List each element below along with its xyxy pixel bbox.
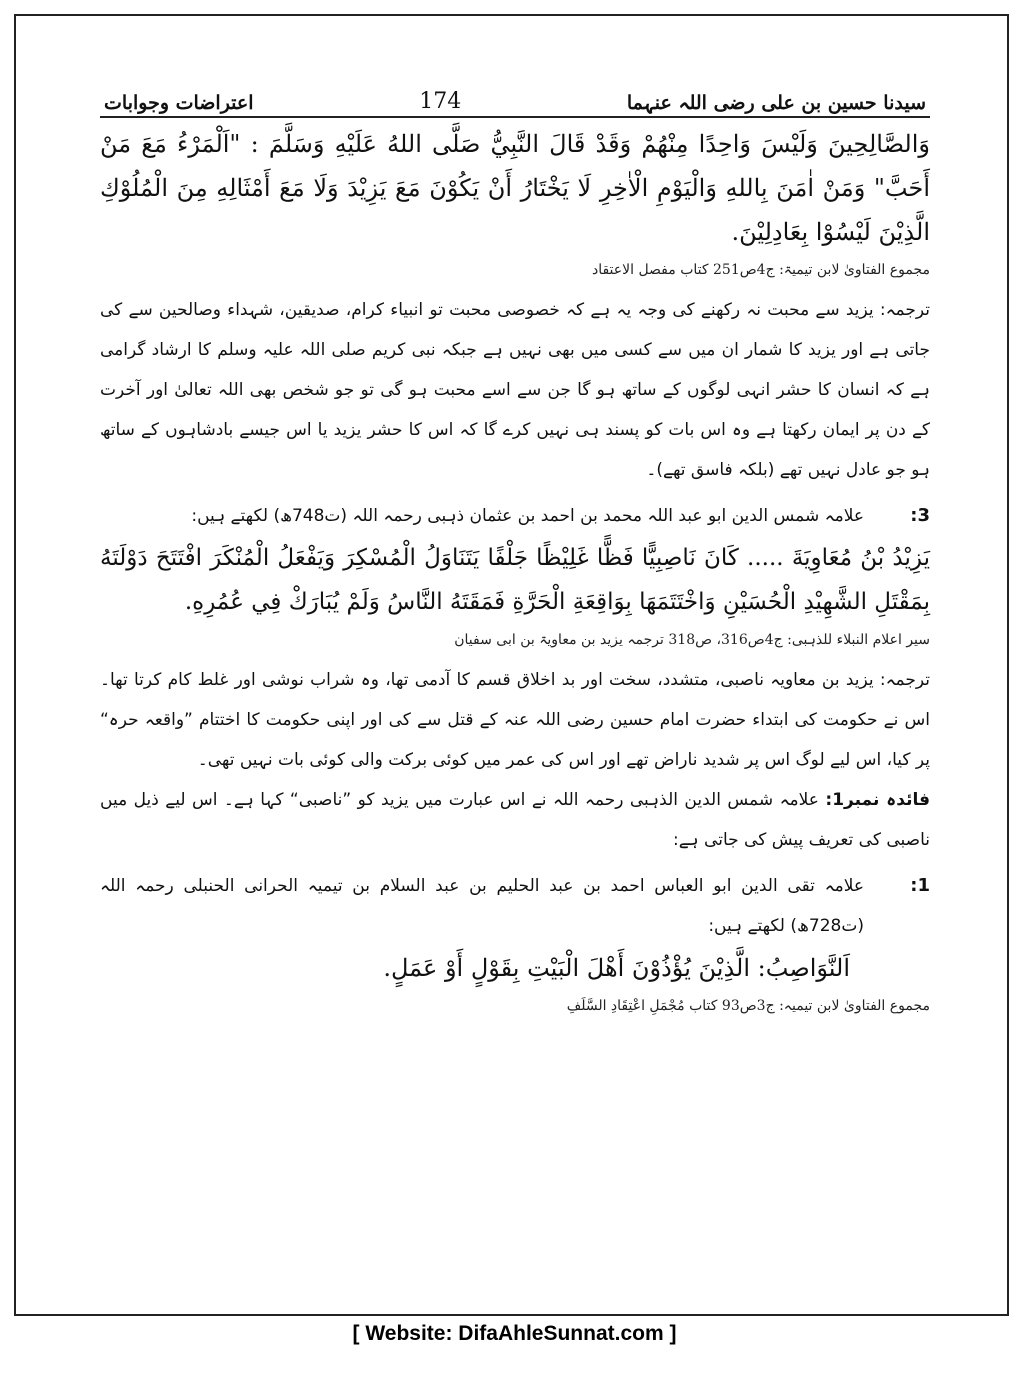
arabic-quote-2: يَزِيْدُ بْنُ مُعَاوِيَةَ ..... كَانَ نَاصِبِيًّا فَظًّا غَلِيْظًا جَلْفًا يَتَنَاوَلُ الْمُسْكِرَ وَيَفْعَلُ الْمُنْكَرَ افْتَتَحَ دَوْلَتَهُ بِمَقْتَلِ الشَّهِيْدِ الْحُسَيْنِ وَاخْتَتَمَهَا بِوَاقِعَةِ الْحَرَّةِ فَمَقَتَهُ النَّاسُ وَلَمْ يُبَارَكْ فِي عُمُرِهِ. (100, 545, 930, 615)
item-1-text: علامہ تقی الدین ابو العباس احمد بن عبد الحلیم بن عبد السلام بن تیمیہ الحرانی الحنبلی رحمہ اللہ (ت728ھ) لکھتے ہیں: (100, 876, 864, 936)
translation-2: ترجمہ: یزید بن معاویہ ناصبی، متشدد، سخت اور بد اخلاق قسم کا آدمی تھا، وہ شراب نوشی اور غلط کام کرتا تھا۔ اس نے حکومت کی ابتداء حضرت امام حسین رضی اللہ عنہ کے قتل سے کی اور اپنی حکومت کا اختتام ”واقعہ حرہ“ پر کیا، اس لیے لوگ اس پر شدید ناراض تھے اور اس کی عمر میں کوئی برکت والی کوئی بات نہیں تھی۔ (100, 670, 930, 770)
faida-text: علامہ شمس الدین الذہبی رحمہ اللہ نے اس عبارت میں یزید کو ”ناصبی“ کہا ہے۔ اس لیے ذیل میں ناصبی کی تعریف پیش کی جاتی ہے: (100, 790, 930, 850)
header-section-title: اعتراضات وجوابات (104, 92, 254, 114)
reference-1: مجموع الفتاویٰ لابن تیمیۃ: ج4ص251 کتاب مفصل الاعتقاد (591, 262, 930, 278)
translation-1: ترجمہ: یزید سے محبت نہ رکھنے کی وجہ یہ ہے کہ خصوصی محبت تو انبیاء کرام، صدیقین، شہداء وصالحین سے کی جاتی ہے اور یزید کا شمار ان میں سے کسی میں بھی نہیں ہے جبکہ نبی کریم صلی اللہ علیہ وسلم کا ارشاد گرامی ہے کہ انسان کا حشر انہی لوگوں کے ساتھ ہو گا جن سے اسے محبت ہو گی تو جو شخص بھی اللہ تعالیٰ اور آخرت کے دن پر ایمان رکھتا ہے وہ اس بات کو پسند ہی نہیں کرے گا کہ اس کا حشر یزید یا اس جیسے بادشاہوں کے ساتھ ہو جو عادل نہیں تھے (بلکہ فاسق تھے)۔ (100, 300, 930, 480)
reference-2: سیر اعلام النبلاء للذہبی: ج4ص316، ص318 ترجمہ یزید بن معاویۃ بن ابی سفیان (454, 632, 930, 648)
item-1 (100, 866, 930, 946)
document-page (100, 74, 930, 1274)
website-footer: [ Website: DifaAhleSunnat.com ] (352, 1322, 677, 1345)
arabic-quote-1: وَالصَّالِحِينَ وَلَيْسَ وَاحِدًا مِنْهُمْ وَقَدْ قَالَ النَّبِيُّ صَلَّى اللهُ عَلَيْهِ وَسَلَّمَ : "اَلْمَرْءُ مَعَ مَنْ أَحَبَّ" وَمَنْ اٰمَنَ بِاللهِ وَالْيَوْمِ الْاٰخِرِ لَا يَخْتَارُ أَنْ يَكُوْنَ مَعَ يَزِيْدَ وَلَا مَعَ أَمْثَالِهِ مِنَ الْمُلُوْكِ الَّذِيْنَ لَيْسُوْا بِعَادِلِيْنَ. (100, 130, 930, 246)
header-book-title: سیدنا حسین بن علی رضی اللہ عنہما (626, 92, 926, 114)
item-1-number: 1: (910, 875, 930, 896)
faida-label: فائدہ نمبر1: (825, 790, 930, 810)
item-3-text: علامہ شمس الدین ابو عبد اللہ محمد بن احمد بن عثمان ذہبی رحمہ اللہ (ت748ھ) لکھتے ہیں: (191, 506, 864, 526)
item-3 (100, 496, 930, 536)
page-header (100, 74, 930, 118)
page-number: 174 (419, 89, 462, 114)
arabic-quote-3: اَلنَّوَاصِبُ: الَّذِيْنَ يُؤْذُوْنَ أَهْلَ الْبَيْتِ بِقَوْلٍ أَوْ عَمَلٍ. (383, 954, 850, 982)
reference-3: مجموع الفتاویٰ لابن تیمیہ: ج3ص93 کتاب مُجْمَلِ اعْتِقَادِ السَّلَفِ (566, 998, 930, 1014)
faida-paragraph (100, 780, 930, 860)
item-3-number: 3: (910, 505, 930, 526)
